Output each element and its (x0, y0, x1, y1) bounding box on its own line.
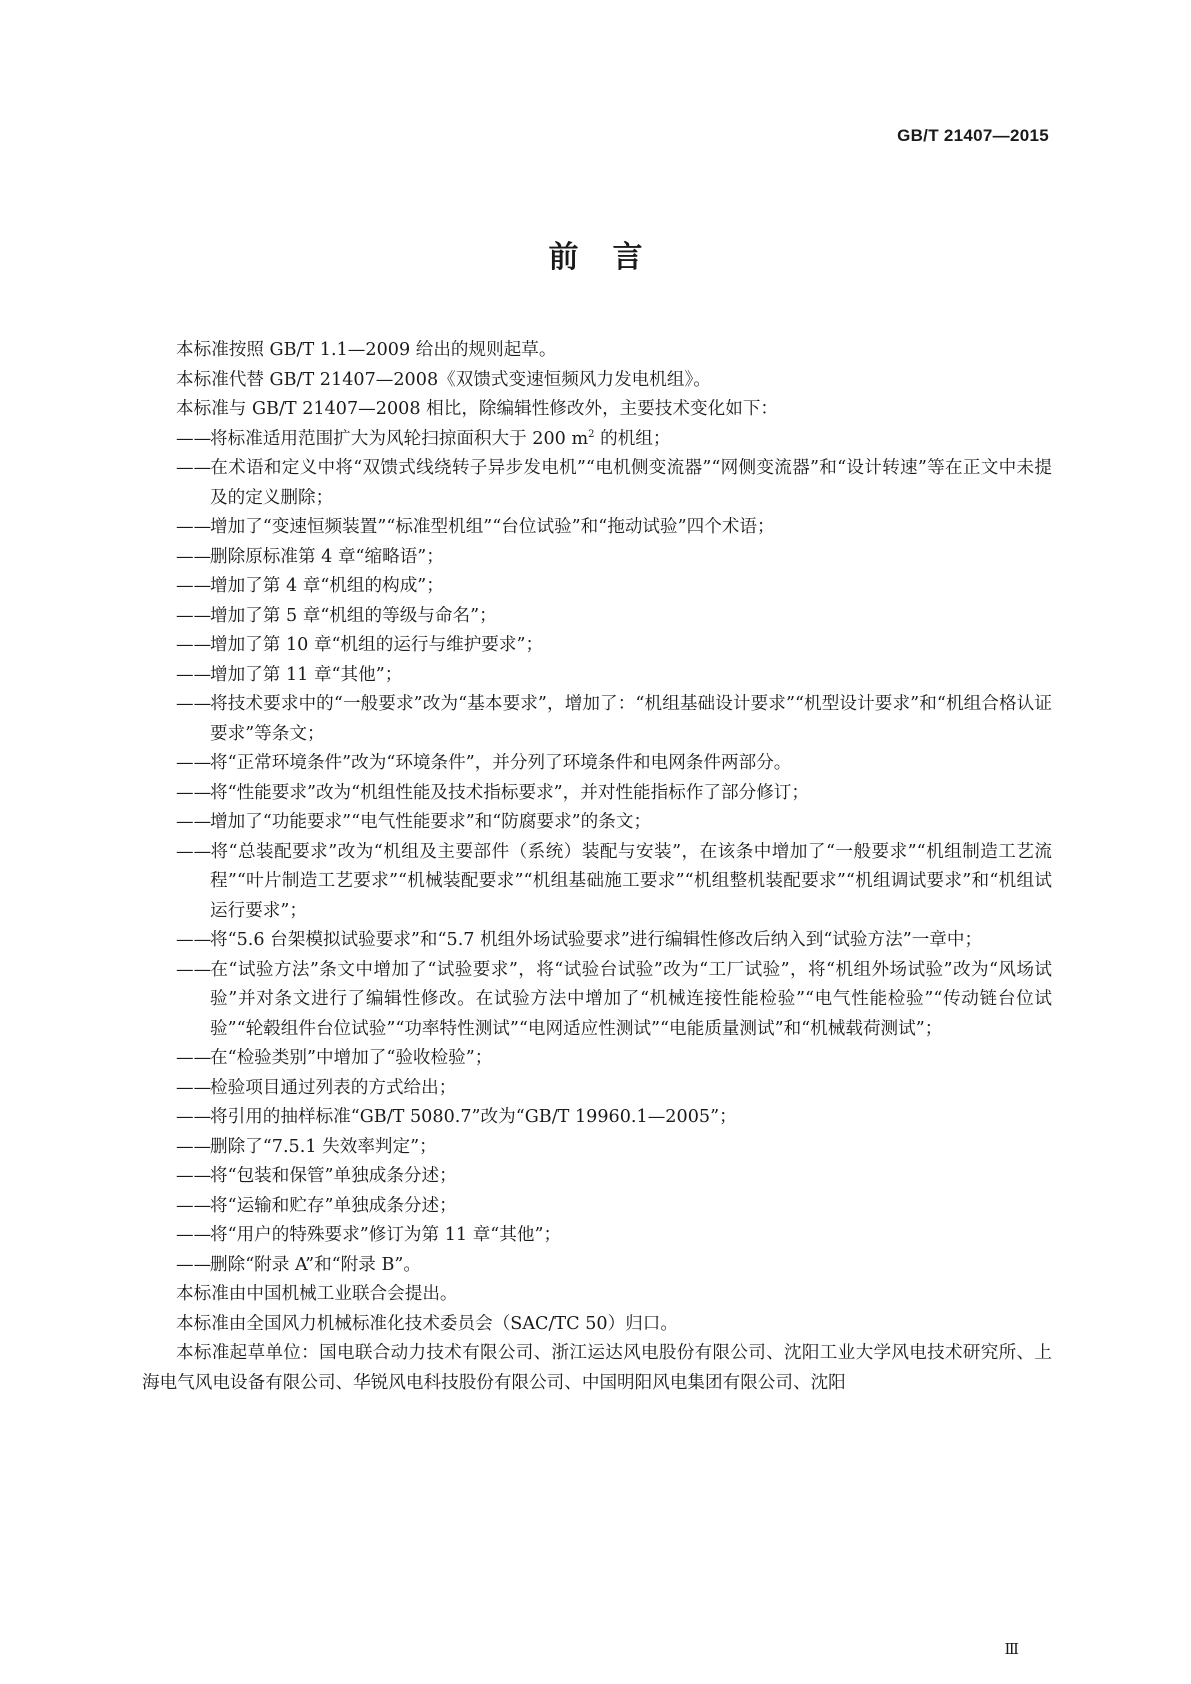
list-dash: —— (176, 1225, 212, 1245)
change-item (142, 1192, 1052, 1222)
list-dash: —— (176, 753, 212, 773)
intro-paragraph: 本标准与 GB/T 21407—2008 相比，除编辑性修改外，主要技术变化如下： (176, 399, 779, 419)
change-item-text: 增加了第 10 章“机组的运行与维护要求”； (210, 635, 544, 655)
change-item-text: 在术语和定义中将“双馈式线绕转子异步发电机”“电机侧变流器”“网侧变流器”和“设计转速”等在正文中未提及的定义删除； (210, 458, 1052, 508)
change-item (142, 1221, 1052, 1251)
list-dash: —— (176, 959, 212, 980)
list-dash: —— (176, 1136, 212, 1157)
change-item-text: 在“试验方法”条文中增加了“试验要求”，将“试验台试验”改为“工厂试验”，将“机组外场试验”改为“风场试验”并对条文进行了编辑性修改。在试验方法中增加了“机械连接性能检验”“电气性能检验”“传动链台位试验”“轮毂组件台位试验”“功率特性测试”“电网适应性测试”“电能质量测试”和“机械载荷测试”； (210, 959, 1052, 1039)
change-item (142, 1133, 1052, 1163)
change-item (142, 1103, 1052, 1133)
page-number: Ⅲ (1004, 1640, 1019, 1658)
closing-paragraph: 本标准由全国风力机械标准化技术委员会（SAC/TC 50）归口。 (176, 1313, 678, 1334)
list-dash: —— (176, 1107, 212, 1127)
document-body (142, 336, 1052, 1398)
change-item-text: 将“运输和贮存”单独成条分述； (210, 1195, 457, 1216)
change-item (142, 1162, 1052, 1192)
change-item (142, 749, 1052, 779)
change-item-text: 删除“附录 A”和“附录 B”。 (210, 1254, 421, 1275)
change-item (142, 1044, 1052, 1074)
list-dash: —— (176, 546, 212, 567)
list-dash: —— (176, 812, 212, 832)
superscript: 2 (588, 428, 595, 440)
list-dash: —— (176, 517, 212, 537)
change-item (142, 602, 1052, 632)
change-item-text: 将“用户的特殊要求”修订为第 11 章“其他”； (210, 1225, 562, 1245)
change-item-text: 增加了第 4 章“机组的构成”； (210, 576, 444, 596)
change-item-text: 将“正常环境条件”改为“环境条件”，并分列了环境条件和电网条件两部分。 (210, 753, 792, 773)
list-dash: —— (176, 635, 212, 655)
list-dash: —— (176, 576, 212, 596)
page-title: 前言 (548, 240, 677, 275)
change-item-text: 删除了“7.5.1 失效率判定”； (210, 1136, 437, 1157)
list-dash: —— (176, 782, 212, 803)
change-item (142, 572, 1052, 602)
standard-number: GB/T 21407—2015 (897, 126, 1049, 145)
change-item-text: 增加了第 5 章“机组的等级与命名”； (210, 605, 497, 626)
list-dash: —— (176, 605, 212, 626)
list-dash: —— (176, 841, 212, 862)
change-item-text: 将“5.6 台架模拟试验要求”和“5.7 机组外场试验要求”进行编辑性修改后纳入到“试验方法”一章中； (210, 930, 983, 950)
list-dash: —— (176, 930, 212, 950)
change-item-text: 增加了“功能要求”“电气性能要求”和“防腐要求”的条文； (210, 812, 652, 832)
change-item-text: 将技术要求中的“一般要求”改为“基本要求”，增加了：“机组基础设计要求”“机型设计要求”和“机组合格认证要求”等条文； (210, 694, 1052, 744)
list-dash: —— (176, 664, 212, 685)
change-item (142, 454, 1052, 513)
change-item (142, 543, 1052, 573)
change-item (142, 1074, 1052, 1104)
change-item-text: 在“检验类别”中增加了“验收检验”； (210, 1048, 493, 1068)
closing-paragraph: 本标准起草单位：国电联合动力技术有限公司、浙江运达风电股份有限公司、沈阳工业大学风电技术研究所、上海电气风电设备有限公司、华锐风电科技股份有限公司、中国明阳风电集团有限公司、沈阳 (142, 1343, 1052, 1393)
change-item-text: 将引用的抽样标准“GB/T 5080.7”改为“GB/T 19960.1—2005”； (210, 1107, 737, 1127)
closing-paragraph: 本标准由中国机械工业联合会提出。 (176, 1284, 458, 1304)
change-item-text: 将标准适用范围扩大为风轮扫掠面积大于 200 m (210, 428, 589, 449)
list-dash: —— (176, 1077, 212, 1098)
change-item (142, 690, 1052, 749)
list-dash: —— (176, 458, 212, 478)
list-dash: —— (176, 694, 212, 714)
list-dash: —— (176, 428, 212, 449)
change-item-text: 将“总装配要求”改为“机组及主要部件（系统）装配与安装”，在该条中增加了“一般要求”“机组制造工艺流程”“叶片制造工艺要求”“机械装配要求”“机组基础施工要求”“机组整机装配要求”“机组调试要求”和“机组试运行要求”； (210, 841, 1052, 921)
change-item (142, 661, 1052, 691)
change-item (142, 1251, 1052, 1281)
change-item (142, 779, 1052, 809)
change-item-text: 增加了“变速恒频装置”“标准型机组”“台位试验”和“拖动试验”四个术语； (210, 517, 775, 537)
change-item (142, 513, 1052, 543)
change-item-text: 将“性能要求”改为“机组性能及技术指标要求”，并对性能指标作了部分修订； (210, 782, 809, 803)
intro-paragraph: 本标准按照 GB/T 1.1—2009 给出的规则起草。 (176, 340, 557, 360)
list-dash: —— (176, 1254, 212, 1275)
change-item-text: 增加了第 11 章“其他”； (210, 664, 403, 685)
change-item (142, 808, 1052, 838)
change-item (142, 956, 1052, 1045)
list-dash: —— (176, 1166, 212, 1186)
change-item-text: 将“包装和保管”单独成条分述； (210, 1166, 457, 1186)
change-item-text: 删除原标准第 4 章“缩略语”； (210, 546, 444, 567)
change-item-text: 的机组； (594, 428, 671, 449)
change-item-text: 检验项目通过列表的方式给出； (210, 1077, 457, 1098)
intro-paragraph: 本标准代替 GB/T 21407—2008《双馈式变速恒频风力发电机组》。 (176, 369, 711, 390)
list-dash: —— (176, 1048, 212, 1068)
change-item (142, 838, 1052, 927)
list-dash: —— (176, 1195, 212, 1216)
change-item (142, 425, 1052, 455)
change-item (142, 926, 1052, 956)
change-item (142, 631, 1052, 661)
